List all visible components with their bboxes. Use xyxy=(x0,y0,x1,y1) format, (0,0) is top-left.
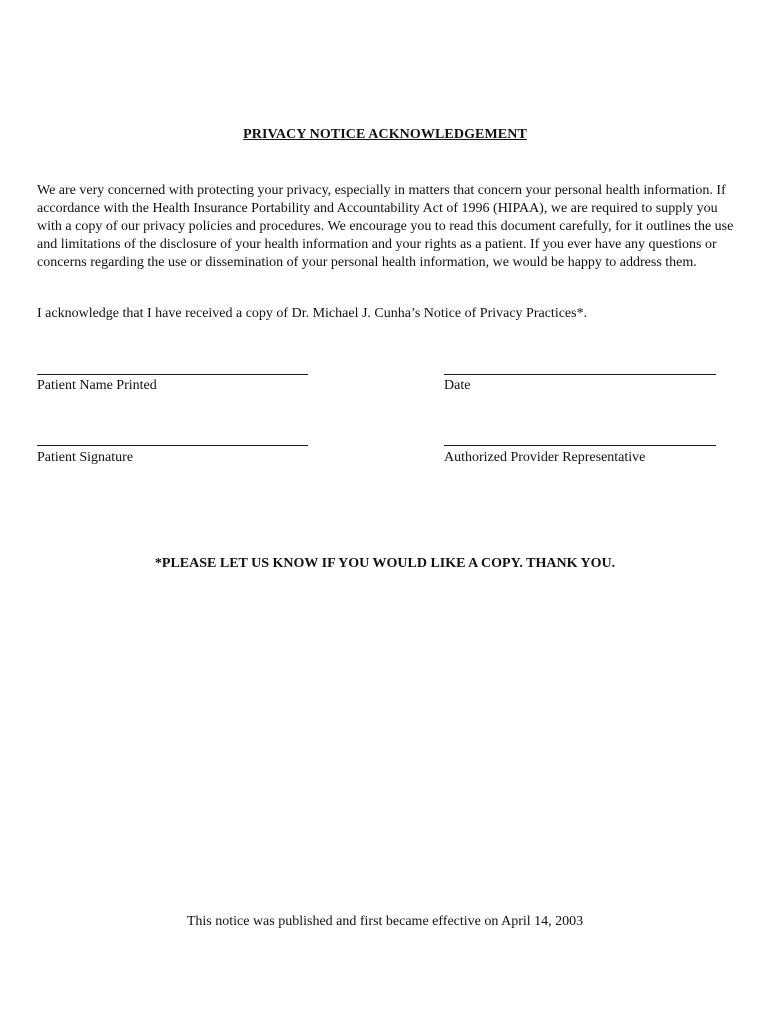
patient-name-printed-label: Patient Name Printed xyxy=(37,378,157,393)
provider-representative-label: Authorized Provider Representative xyxy=(444,450,646,465)
intro-paragraph: We are very concerned with protecting your privacy, especially in matters that concern your personal health information. If accordance with the Health Insurance Portability and Accountability Act of 1996 (HIPAA), we are required to supply you with a copy of our privacy policies and procedures. We encourage you to read this document carefully, for it outlines the use and limitations of the disclosure of your health information and your rights as a patient. If you ever have any questions or concerns regarding the use or dissemination of your personal health information, we would be happy to address them. xyxy=(37,183,734,270)
patient-name-line[interactable] xyxy=(37,374,308,375)
date-line[interactable] xyxy=(444,374,716,375)
acknowledgement-statement: I acknowledge that I have received a copy of Dr. Michael J. Cunha’s Notice of Privacy Practices*. xyxy=(37,306,588,321)
document-title: PRIVACY NOTICE ACKNOWLEDGEMENT xyxy=(243,127,527,142)
provider-representative-line[interactable] xyxy=(444,445,716,446)
effective-date-footer: This notice was published and first became effective on April 14, 2003 xyxy=(186,914,584,929)
patient-signature-label: Patient Signature xyxy=(37,450,134,465)
date-label: Date xyxy=(444,378,471,393)
copy-request-notice: *PLEASE LET US KNOW IF YOU WOULD LIKE A COPY. THANK YOU. xyxy=(154,556,616,571)
patient-signature-line[interactable] xyxy=(37,445,308,446)
